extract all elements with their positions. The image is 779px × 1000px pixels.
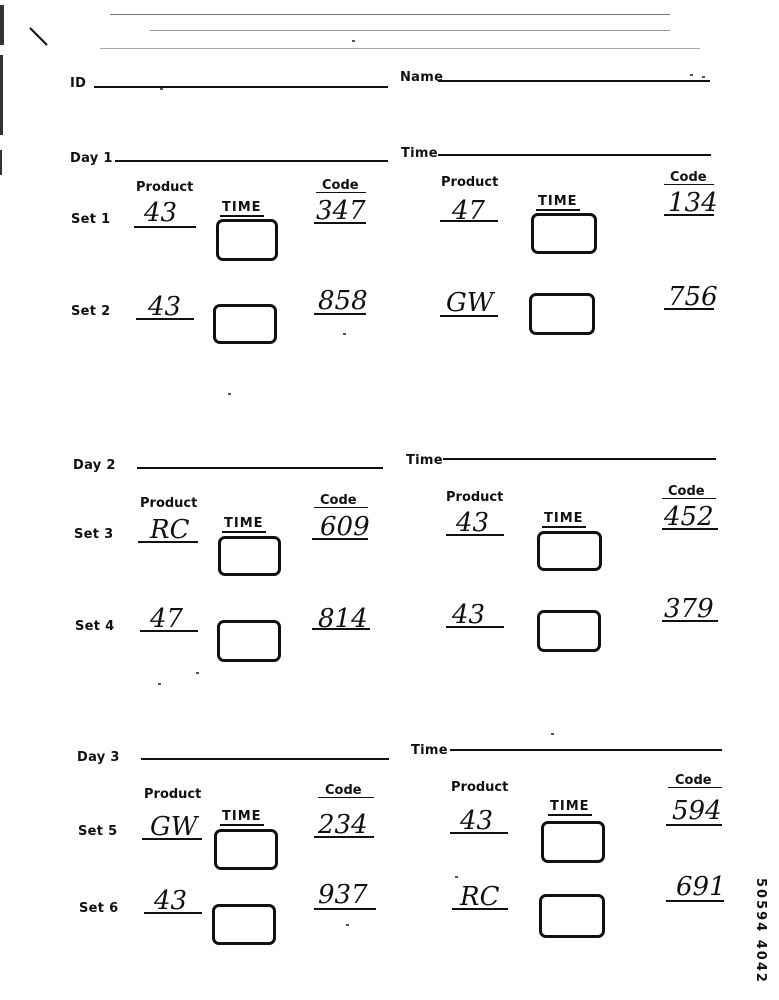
set-2-code-left: 858 [318,286,368,316]
set-5-code-right: 594 [672,796,722,826]
set-1-product-right: 47 [452,196,486,226]
scan-speck [702,76,705,78]
faint-print-line [110,14,670,15]
code-header-rule [668,787,722,788]
scan-edge-mark [0,55,3,135]
set-4-product-left-line [140,630,198,632]
set-6-product-left-line [144,912,202,914]
set-5-product-right: 43 [460,806,494,836]
set-3-code-right-line [662,528,718,530]
time-handwritten-label: TIME [222,200,262,215]
day-2-label: Day 2 [73,458,116,473]
stray-pen-mark [28,26,50,48]
set-5-code-left-line [314,836,374,838]
scan-speck [346,924,349,926]
set-1-code-right-line [664,214,714,216]
scan-speck [690,74,693,76]
set-3-code-left: 609 [320,512,370,542]
set-4-time-box-left[interactable] [217,620,281,662]
set-1-time-box-right[interactable] [531,213,597,254]
set-5-label: Set 5 [78,824,118,839]
set-3-product-left: RC [150,515,190,545]
scan-speck [160,88,163,90]
set-1-label: Set 1 [71,212,111,227]
set-4-product-left: 47 [150,604,184,634]
day-3-time-label: Time [411,743,448,758]
code-header-rule [314,507,368,508]
set-1-code-right: 134 [668,188,718,218]
scan-edge-mark [0,150,2,175]
set-2-code-right: 756 [668,282,718,312]
time-handwritten-label: TIME [538,194,578,209]
faint-print-line [100,48,700,49]
set-3-time-box-left[interactable] [218,536,281,576]
set-3-time-box-right[interactable] [537,531,602,571]
day-2-time-label: Time [406,453,443,468]
set-3-product-right-line [446,534,504,536]
product-header: Product [446,490,504,505]
name-field-line[interactable] [438,80,710,82]
code-header-rule [316,192,366,193]
product-header: Product [451,780,509,795]
set-2-product-right-line [440,315,498,317]
set-6-code-right: 691 [676,872,726,902]
set-3-product-left-line [138,541,198,543]
code-header: Code [668,484,705,499]
code-header: Code [325,783,362,798]
id-label: ID [70,76,87,91]
set-6-code-right-line [666,900,724,902]
time-handwritten-label: TIME [544,511,584,526]
set-6-product-right-line [452,908,508,910]
code-header: Code [670,170,707,185]
code-header: Code [675,773,712,788]
set-3-product-right: 43 [456,508,490,538]
day-3-label: Day 3 [77,750,120,765]
set-4-label: Set 4 [75,619,115,634]
time-handwritten-label: TIME [222,809,262,824]
day-1-time-field-line[interactable] [438,154,711,156]
day-1-time-label: Time [401,146,438,161]
name-label: Name [400,70,444,85]
code-header-rule [664,184,714,185]
faint-print-line [150,30,670,31]
set-2-time-box-left[interactable] [213,304,277,344]
scan-speck [158,683,161,685]
code-header: Code [320,493,357,508]
day-3-time-field-line[interactable] [450,749,722,751]
set-4-product-right: 43 [452,600,486,630]
time-handwritten-label: TIME [224,516,264,531]
set-6-code-left: 937 [318,880,368,910]
set-6-time-box-right[interactable] [539,894,605,938]
set-2-time-box-right[interactable] [529,293,595,335]
set-2-code-left-line [314,313,366,315]
set-1-product-left-line [134,226,196,228]
scan-speck [196,672,199,674]
set-3-code-right: 452 [664,502,714,532]
set-1-product-right-line [440,220,498,222]
scan-edge-mark [0,5,4,45]
product-header: Product [136,180,194,195]
day-2-field-line[interactable] [137,467,383,469]
set-5-product-left-line [142,838,202,840]
set-4-product-right-line [446,626,504,628]
code-header: Code [322,178,359,193]
product-header: Product [144,787,202,802]
product-header: Product [140,496,198,511]
set-4-code-left: 814 [318,604,368,634]
set-2-label: Set 2 [71,304,111,319]
set-2-product-left-line [136,318,194,320]
set-6-code-left-line [314,908,376,910]
scan-speck [228,393,231,395]
set-6-product-right: RC [460,882,500,912]
set-1-time-box-left[interactable] [216,219,278,261]
set-3-label: Set 3 [74,527,114,542]
set-4-code-left-line [312,628,370,630]
set-5-product-right-line [450,832,508,834]
day-1-field-line[interactable] [115,160,388,162]
set-5-time-box-right[interactable] [541,821,605,863]
set-6-label: Set 6 [79,901,119,916]
scan-speck [343,333,346,335]
set-5-time-box-left[interactable] [214,829,278,870]
set-5-code-left: 234 [318,810,368,840]
set-5-code-right-line [666,824,722,826]
product-header: Product [441,175,499,190]
id-field-line[interactable] [94,86,388,88]
day-1-label: Day 1 [70,151,113,166]
set-2-product-right: GW [446,288,494,318]
set-4-code-right: 379 [664,594,714,624]
set-2-code-right-line [664,308,714,310]
scan-speck [551,733,554,735]
set-3-code-left-line [312,538,368,540]
day-2-time-field-line[interactable] [443,458,716,460]
code-header-rule [662,498,716,499]
scan-speck [455,876,458,878]
code-header-rule [318,797,374,798]
set-4-code-right-line [662,620,718,622]
set-1-code-left: 347 [316,196,366,226]
scan-speck [352,40,355,42]
set-6-product-left: 43 [154,886,188,916]
document-number: 50594 4042 [753,878,768,984]
day-3-field-line[interactable] [141,758,389,760]
set-4-time-box-right[interactable] [537,610,601,652]
set-1-code-left-line [314,222,366,224]
set-2-product-left: 43 [148,292,182,322]
set-1-product-left: 43 [144,198,178,228]
set-6-time-box-left[interactable] [212,904,276,945]
time-handwritten-label: TIME [550,799,590,814]
set-5-product-left: GW [150,812,198,842]
